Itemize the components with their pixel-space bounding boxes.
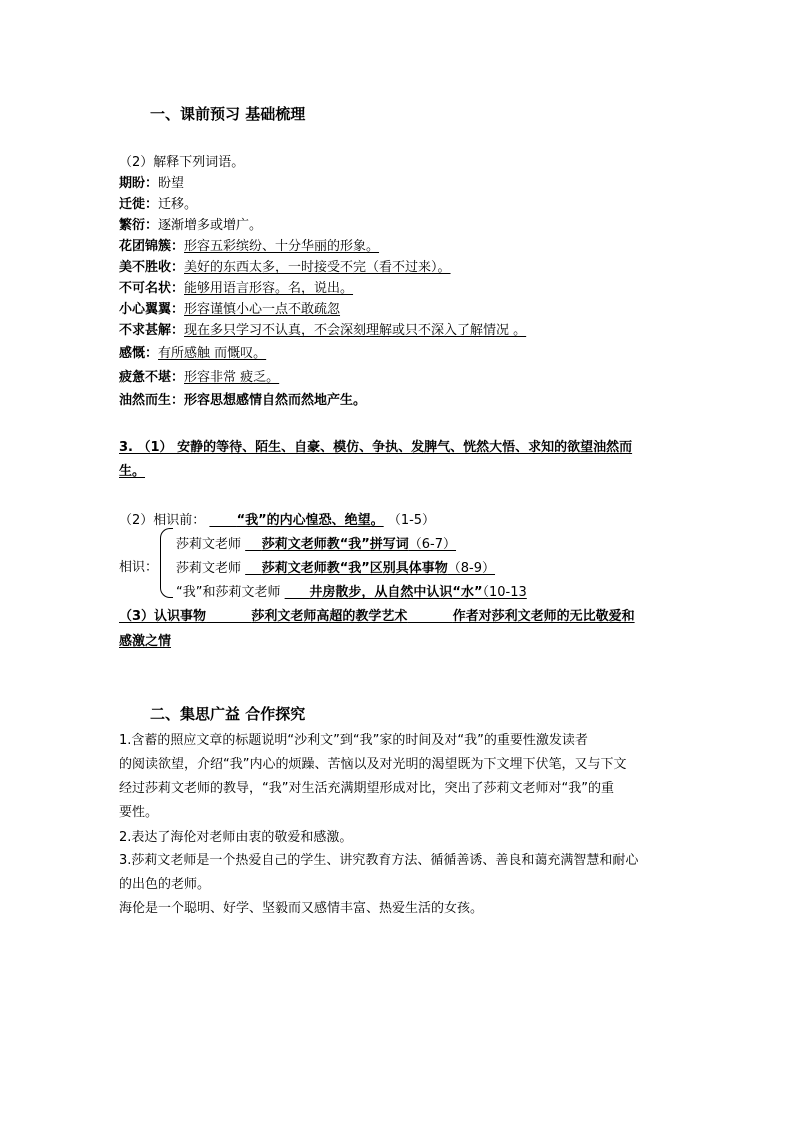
acquaint-left: 莎莉文老师 [176,561,242,576]
q3-3-mid: 莎利文老师高超的教学艺术 [251,609,408,624]
term-definition: 迁移。 [158,197,198,212]
acquaint-row [176,533,456,552]
term-definition: 现在多只学习不认真，不会深刻理解或只不深入了解情况 。 [184,323,527,338]
term-word: 繁衍： [119,218,159,233]
section2-line: 的阅读欲望，介绍“我”内心的烦躁、苦恼以及对光明的渴望既为下文埋下伏笔，又与下文 [119,757,627,772]
term-word: 美不胜收： [119,260,185,275]
q2-intro: （2）解释下列词语。 [119,155,245,170]
term-word: 花团锦簇： [119,239,185,254]
term-word: 迁徙： [119,197,159,212]
term-word: 感慨： [119,346,159,361]
acquaint-left: 莎莉文老师 [176,537,242,552]
acquaint-row [176,581,527,600]
section2-line: 2.表达了海伦对老师由衷的敬爱和感激。 [119,830,353,845]
term-row [119,277,353,296]
acquaint-left: “我”和莎莉文老师 [176,585,281,600]
section2-line: 经过莎莉文老师的教导，“我”对生活充满期望形成对比，突出了莎莉文老师对“我”的重 [119,781,614,796]
term-word: 不可名状： [119,281,185,296]
acquaint-answer: 莎莉文老师教“我”拼写词 [261,537,409,552]
term-definition: 美好的东西太多，一时接受不完（看不过来）。 [184,260,451,275]
term-word: 疲惫不堪： [119,370,185,385]
acquaint-range: （8-9） [447,561,496,576]
acquaint-answer-wrap [245,537,456,552]
q3-2-answer [209,513,383,528]
term-row [119,235,379,254]
acquaint-row [176,557,495,576]
section2-line: 海伦是一个聪明、好学、坚毅而又感情丰富、热爱生活的女孩。 [119,901,484,916]
brace-icon [160,528,173,598]
q3-line2: 生。 [119,464,146,479]
term-row [119,319,526,338]
term-definition: 形容谨慎小心一点不敢疏忽 [184,302,341,317]
term-word: 期盼： [119,176,159,191]
acquaint-range: （10-13 [482,585,527,600]
acquaint-answer-wrap [245,561,495,576]
term-definition: 盼望 [158,176,185,191]
acquaint-answer: 井房散步，从自然中认识“水” [309,585,483,600]
term-row [119,366,279,385]
term-row [119,389,366,408]
q3-line1: 3. （1） 安静的等待、陌生、自豪、模仿、争执、发脾气、恍然大悟、求知的欲望油然而 [119,440,633,455]
term-word: 不求甚解： [119,323,185,338]
term-definition: 能够用语言形容。名，说出。 [184,281,354,296]
term-definition: 形容思想感情自然而然地产生。 [184,393,367,408]
acquaint-answer-wrap [285,585,527,600]
q3-2 [119,509,435,528]
term-definition: 有所感触 而慨叹。 [158,346,267,361]
q3-3-line1 [119,605,635,624]
q3-3-prefix: （3）认识事物 [119,609,207,624]
section2-line: 3.莎莉文老师是一个热爱自己的学生、讲究教育方法、循循善诱、善良和蔼充满智慧和耐心 [119,853,639,868]
q3-2-prefix: （2）相识前： [119,513,206,528]
acquaint-range: （6-7） [408,537,457,552]
term-row [119,256,451,275]
term-word: 小心翼翼： [119,302,185,317]
section2-line: 要性。 [119,805,159,820]
acquaint-label: 相识： [119,560,159,575]
term-row [119,214,262,233]
q3-3-line2: 感激之情 [119,634,172,649]
section2-title: 二、集思广益 合作探究 [150,705,306,723]
term-word: 油然而生： [119,393,185,408]
term-definition: 形容五彩缤纷、十分华丽的形象。 [184,239,380,254]
q3-3-end: 作者对莎利文老师的无比敬爱和 [452,609,635,624]
section2-line: 1.含蓄的照应文章的标题说明“沙利文”到“我”家的时间及对“我”的重要性激发读者 [119,733,588,748]
acquaint-answer: 莎莉文老师教“我”区别具体事物 [261,561,448,576]
term-definition: 形容非常 疲乏。 [184,370,280,385]
section1-title: 一、课前预习 基础梳理 [150,105,306,123]
section2-line: 的出色的老师。 [119,877,211,892]
term-row [119,172,184,191]
term-row [119,298,340,317]
term-row [119,193,197,212]
q3-2-range: （1-5） [387,513,436,528]
term-definition: 逐渐增多或增广。 [158,218,263,233]
term-row [119,342,266,361]
q3-2-answer-text: “我”的内心惶恐、绝望。 [236,513,384,528]
